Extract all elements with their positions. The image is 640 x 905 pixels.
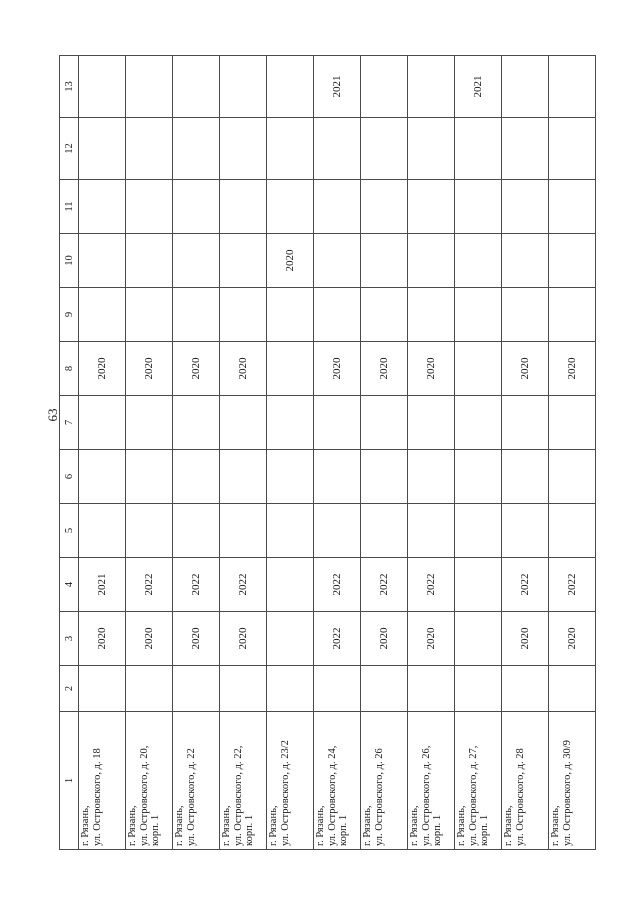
rotated-table-wrapper [63,28,578,846]
year-cell [219,55,266,117]
year-cell [407,55,454,117]
year-cell [407,449,454,503]
year-cell: 2022 [125,557,172,611]
address-line: г. Рязань, [361,805,373,846]
year-cell [219,233,266,287]
year-cell [172,503,219,557]
year-cell [407,233,454,287]
address-line: ул. Островского, д. 27, [467,745,478,846]
address-cell [125,711,172,849]
year-cell [407,665,454,711]
address-cell [454,711,501,849]
address-line: г. Рязань, [79,805,91,846]
address-cell [172,711,219,849]
year-cell [454,287,501,341]
column-header-9: 9 [59,287,78,341]
year-cell [125,287,172,341]
address-line: ул. Островского, д. 22 [185,747,196,846]
address-line: корп. 1 [337,814,349,846]
year-cell [454,665,501,711]
address-cell [266,711,313,849]
year-cell [219,665,266,711]
year-cell [548,287,595,341]
year-cell [501,233,548,287]
year-cell [78,179,125,233]
year-cell: 2022 [172,557,219,611]
year-cell [266,503,313,557]
address-line: ул. Островского, д. 20, [138,745,149,846]
year-cell: 2020 [219,611,266,665]
address-cell [313,711,360,849]
address-line: ул. Островского, д. 22, [232,745,243,846]
year-cell [360,395,407,449]
year-cell [501,55,548,117]
year-cell [407,395,454,449]
column-header-7: 7 [59,395,78,449]
year-cell [454,503,501,557]
year-cell [548,179,595,233]
table-row [78,55,125,849]
year-cell [78,55,125,117]
year-cell: 2022 [548,557,595,611]
address-line: корп. 1 [431,814,443,846]
year-cell [407,503,454,557]
year-cell: 2022 [313,557,360,611]
year-cell [501,395,548,449]
year-cell [313,665,360,711]
address-line: ул. Островского, д. 28 [514,747,525,846]
column-header-4: 4 [59,557,78,611]
address-line: ул. Островского, д. 26, [420,745,431,846]
table-row [219,55,266,849]
year-cell [219,449,266,503]
year-cell [360,287,407,341]
year-cell [360,665,407,711]
address-line: ул. Островского, д. 30/9 [561,739,572,846]
address-line: г. Рязань, [502,805,514,846]
year-cell: 2020 [219,341,266,395]
address-cell [407,711,454,849]
year-cell [172,233,219,287]
year-cell: 2020 [548,341,595,395]
year-cell [454,179,501,233]
year-cell [219,179,266,233]
year-cell [172,665,219,711]
year-cell [78,117,125,179]
address-line: ул. Островского, д. 24, [326,745,337,846]
year-cell [266,611,313,665]
address-line: г. Рязань, [267,805,279,846]
address-line: г. Рязань, [314,805,326,846]
table-row [360,55,407,849]
year-cell [313,117,360,179]
year-cell [454,341,501,395]
address-line: корп. 1 [149,814,161,846]
table-row [454,55,501,849]
table-body [78,55,595,849]
year-cell: 2020 [125,341,172,395]
year-cell [125,395,172,449]
year-cell: 2020 [360,341,407,395]
year-cell [266,665,313,711]
address-line: корп. 1 [478,814,490,846]
year-cell: 2020 [172,611,219,665]
address-line: ул. Островского, д. 18 [91,747,102,846]
column-header-10: 10 [59,233,78,287]
year-cell [360,449,407,503]
year-cell [454,449,501,503]
year-cell [454,557,501,611]
year-cell [266,557,313,611]
year-cell: 2020 [407,341,454,395]
address-cell [548,711,595,849]
year-cell [172,179,219,233]
year-cell [266,395,313,449]
year-cell [219,503,266,557]
year-cell: 2022 [407,557,454,611]
year-cell [78,395,125,449]
year-cell: 2020 [78,341,125,395]
year-cell [548,395,595,449]
year-cell [548,233,595,287]
year-cell [125,117,172,179]
year-cell [407,117,454,179]
year-cell: 2020 [360,611,407,665]
year-cell [266,341,313,395]
year-cell [125,665,172,711]
year-cell [125,449,172,503]
year-cell: 2022 [313,611,360,665]
year-cell [548,449,595,503]
year-cell [313,449,360,503]
table-row [407,55,454,849]
year-cell [548,503,595,557]
year-cell [360,179,407,233]
year-cell [125,179,172,233]
year-cell [172,117,219,179]
year-cell [360,503,407,557]
year-cell: 2020 [501,611,548,665]
year-cell: 2022 [501,557,548,611]
year-cell: 2021 [313,55,360,117]
column-header-6: 6 [59,449,78,503]
year-cell [548,55,595,117]
table-row [548,55,595,849]
year-cell [548,117,595,179]
year-cell [360,117,407,179]
address-cell [360,711,407,849]
year-cell: 2020 [313,341,360,395]
year-cell [313,287,360,341]
year-cell [125,233,172,287]
year-cell [172,55,219,117]
address-line: корп. 1 [243,814,255,846]
year-cell [266,287,313,341]
year-cell: 2022 [219,557,266,611]
year-cell [172,449,219,503]
year-cell [78,449,125,503]
year-cell [78,233,125,287]
year-cell [548,665,595,711]
address-cell [501,711,548,849]
column-header-1: 1 [59,711,78,849]
year-cell: 2020 [266,233,313,287]
year-cell [219,117,266,179]
year-cell [172,287,219,341]
year-cell [78,665,125,711]
column-header-13: 13 [59,55,78,117]
year-cell [454,117,501,179]
year-cell: 2020 [407,611,454,665]
year-cell [125,503,172,557]
table-row [172,55,219,849]
year-cell [360,55,407,117]
year-cell: 2022 [360,557,407,611]
column-header-row [59,55,78,849]
column-header-2: 2 [59,665,78,711]
year-cell [313,233,360,287]
column-header-12: 12 [59,117,78,179]
year-cell [454,611,501,665]
year-cell: 2020 [501,341,548,395]
column-header-8: 8 [59,341,78,395]
year-cell: 2020 [78,611,125,665]
year-cell [501,503,548,557]
address-line: г. Рязань, [126,805,138,846]
table-row [501,55,548,849]
year-cell: 2021 [454,55,501,117]
year-cell [454,233,501,287]
column-header-3: 3 [59,611,78,665]
address-line: г. Рязань, [455,805,467,846]
column-header-11: 11 [59,179,78,233]
year-cell [313,503,360,557]
year-cell [313,179,360,233]
table-row [266,55,313,849]
year-cell [266,449,313,503]
address-cell [219,711,266,849]
year-cell [407,179,454,233]
year-cell [407,287,454,341]
year-cell [501,179,548,233]
address-line: ул. Островского, д. 23/2 [279,739,290,846]
table-row [313,55,360,849]
year-cell [266,179,313,233]
year-cell [125,55,172,117]
year-cell [501,665,548,711]
address-line: г. Рязань, [220,805,232,846]
table-row [125,55,172,849]
year-cell [219,395,266,449]
address-line: ул. Островского, д. 26 [373,747,384,846]
year-cell [501,117,548,179]
year-cell [78,503,125,557]
schedule-table [59,55,596,850]
year-cell [501,449,548,503]
year-cell: 2020 [548,611,595,665]
page-number: 63 [45,408,60,422]
year-cell: 2020 [172,341,219,395]
address-cell [78,711,125,849]
year-cell [78,287,125,341]
address-line: г. Рязань, [173,805,185,846]
column-header-5: 5 [59,503,78,557]
year-cell [360,233,407,287]
year-cell: 2021 [78,557,125,611]
year-cell [172,395,219,449]
address-line: г. Рязань, [408,805,420,846]
year-cell [266,55,313,117]
year-cell [501,287,548,341]
year-cell [313,395,360,449]
address-line: г. Рязань, [549,805,561,846]
year-cell: 2020 [125,611,172,665]
year-cell [219,287,266,341]
year-cell [266,117,313,179]
year-cell [454,395,501,449]
